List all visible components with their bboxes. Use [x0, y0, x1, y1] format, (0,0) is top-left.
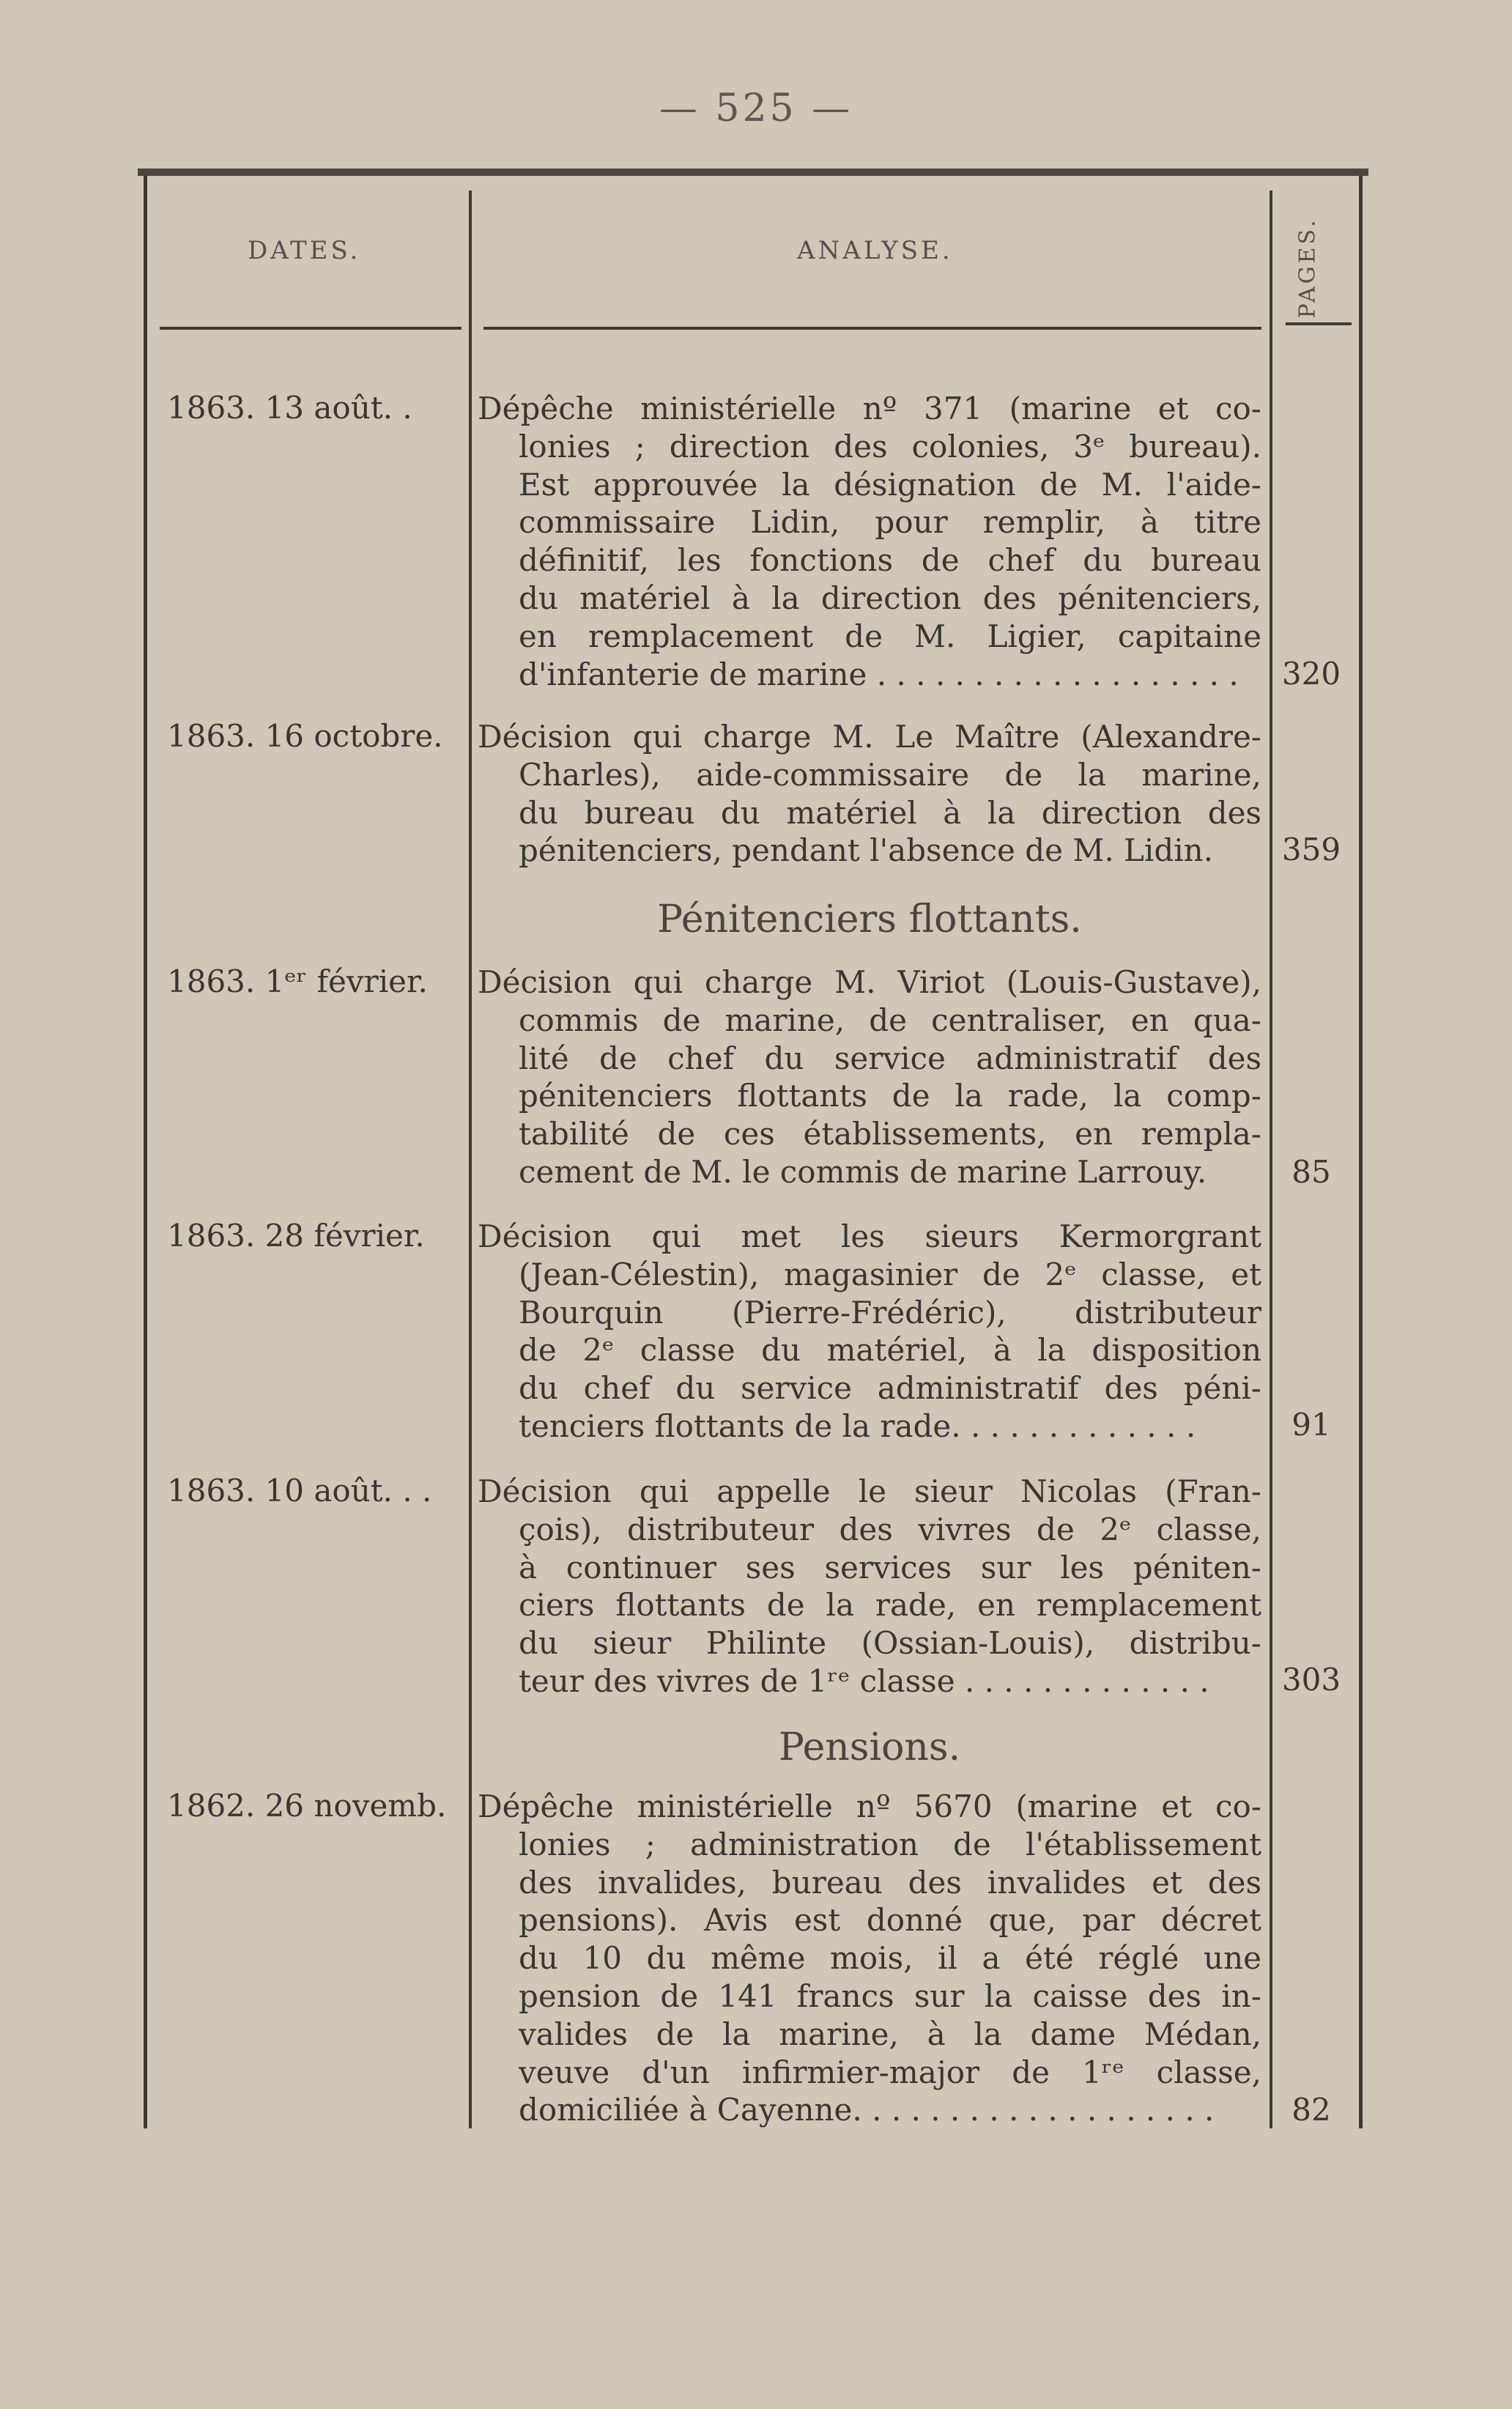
header-rule-dates	[160, 327, 462, 330]
section-heading: Pensions.	[778, 1725, 961, 1769]
column-divider-dates	[469, 190, 472, 2128]
entry-date: 1863. 16 octobre.	[167, 718, 443, 754]
entry-analysis: Décision qui charge M. Viriot (Louis-Gustave), commis de marine, de centraliser, en qua- lité de chef du service administratif des pénitenciers flottants de la rade, la comp- tabilité de ces établissements, en rempla- cement de M. le commis de marine Larrouy.	[478, 964, 1261, 1190]
header-rule-analyse	[483, 327, 1261, 330]
entry-date: 1863. 1ᵉʳ février.	[167, 963, 428, 999]
page-number: — 525 —	[659, 86, 853, 130]
left-border	[144, 176, 147, 2128]
header-pages: PAGES.	[1294, 217, 1321, 318]
entry-page: 320	[1281, 656, 1341, 692]
entry-analysis: Décision qui met les sieurs Kermorgrant (Jean-Célestin), magasinier de 2ᵉ classe, et Bourquin (Pierre-Frédéric), distributeur de 2ᵉ classe du matériel, à la disposition du chef du service administratif des péni- tenciers flottants de la rade. . . . . . . . . . . . .	[478, 1218, 1261, 1444]
entry-date: 1863. 28 février.	[167, 1218, 425, 1254]
column-divider-pages	[1270, 190, 1272, 2128]
entry-analysis: Décision qui appelle le sieur Nicolas (Fran- çois), distributeur des vivres de 2ᵉ classe, à continuer ses services sur les péniten- ciers flottants de la rade, en remplacement du sieur Philinte (Ossian-Louis), distribu- teur des vivres de 1ʳᵉ classe . . . . . . . . . . . . .	[478, 1473, 1261, 1699]
entry-page: 91	[1292, 1407, 1331, 1443]
header-analyse: ANALYSE.	[797, 236, 953, 265]
entry-page: 82	[1292, 2092, 1331, 2128]
entry-analysis: Dépêche ministérielle nº 5670 (marine et co- lonies ; administration de l'établissement des invalides, bureau des invalides et des pensions). Avis est donné que, par décret du 10 du même mois, il a été réglé une pension de 141 francs sur la caisse des in- valides de la marine, à la dame Médan, veuve d'un infirmier-major de 1ʳᵉ classe, domiciliée à Cayenne. . . . . . . . . . . . . . . . . . .	[478, 1788, 1261, 2128]
header-dates: DATES.	[248, 236, 361, 265]
entry-page: 359	[1281, 832, 1341, 867]
entry-date: 1863. 13 août. .	[167, 390, 412, 426]
entry-page: 85	[1292, 1154, 1331, 1190]
entry-analysis: Décision qui charge M. Le Maître (Alexandre- Charles), aide-commissaire de la marine, du bureau du matériel à la direction des pénitenciers, pendant l'absence de M. Lidin.	[478, 719, 1261, 869]
right-border	[1359, 176, 1363, 2128]
entry-date: 1862. 26 novemb.	[167, 1788, 447, 1824]
entry-page: 303	[1281, 1662, 1341, 1698]
section-heading: Pénitenciers flottants.	[657, 898, 1082, 941]
entry-date: 1863. 10 août. . .	[167, 1473, 432, 1509]
entry-analysis: Dépêche ministérielle nº 371 (marine et co- lonies ; direction des colonies, 3ᵉ bureau). Est approuvée la désignation de M. l'aide- commissaire Lidin, pour remplir, à titre définitif, les fonctions de chef du bureau du matériel à la direction des pénitenciers, en remplacement de M. Ligier, capitaine d'infanterie de marine . . . . . . . . . . . . . . . . . . .	[478, 391, 1261, 692]
